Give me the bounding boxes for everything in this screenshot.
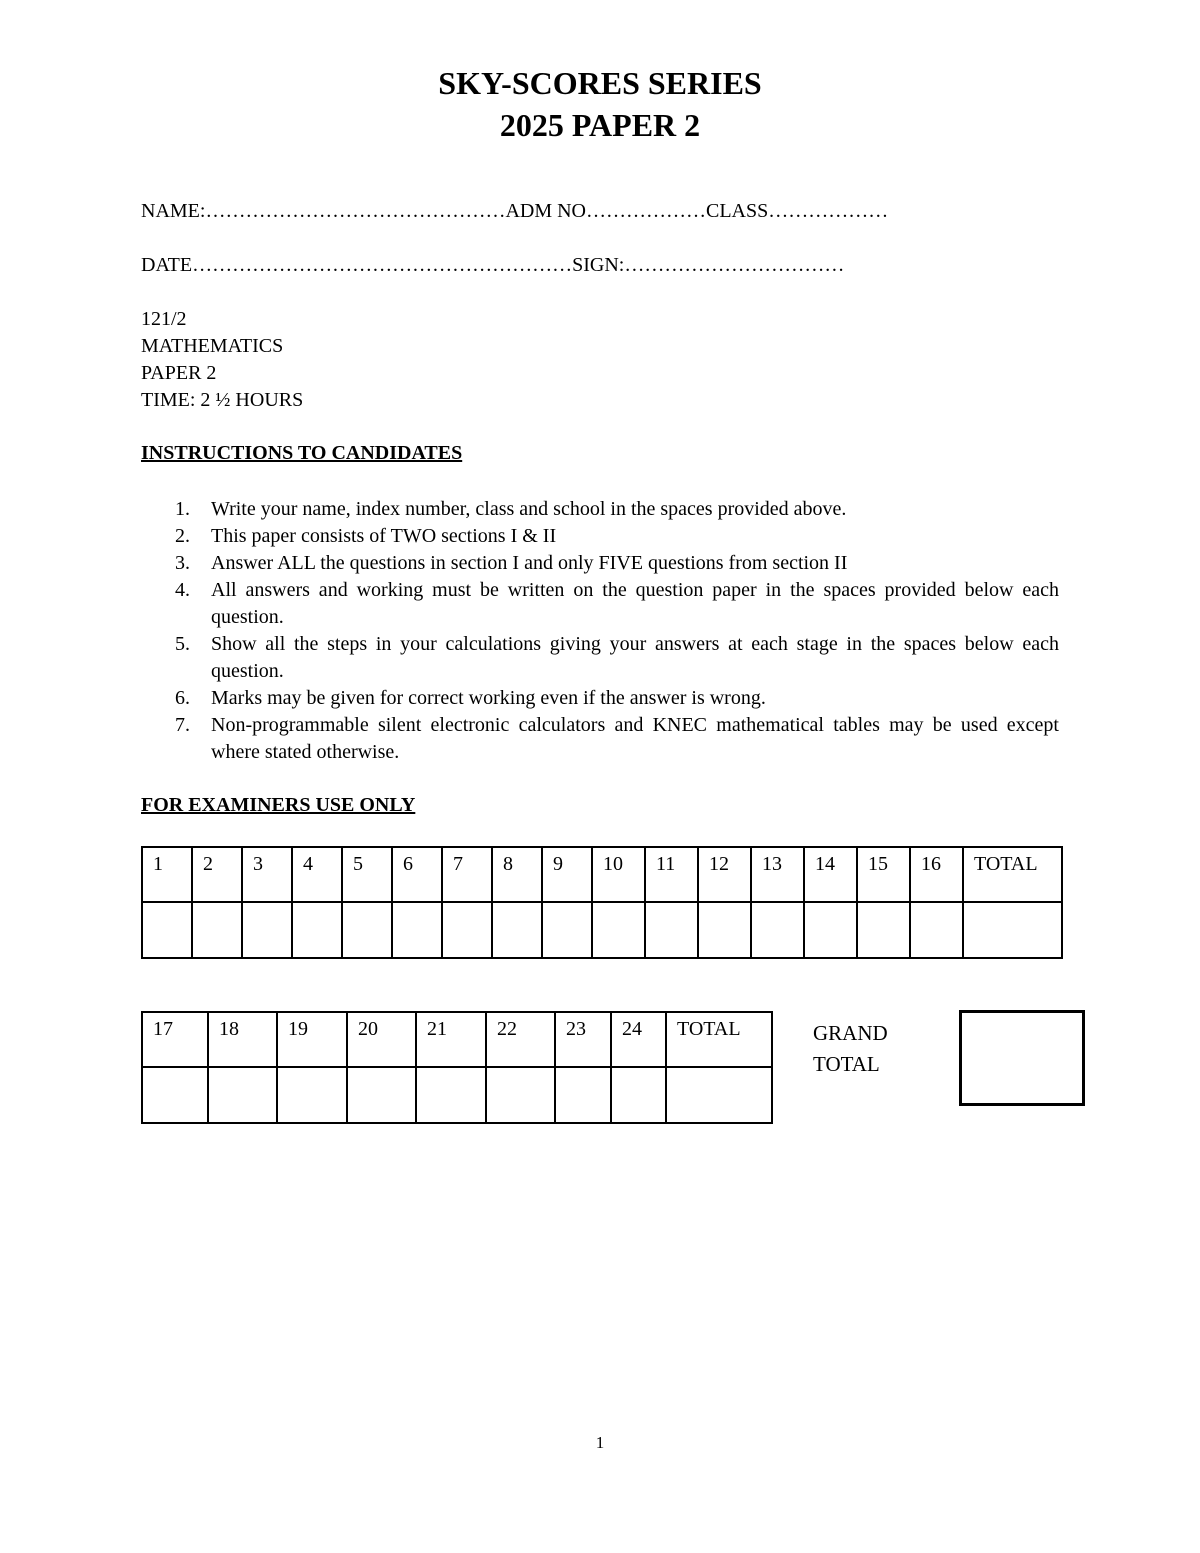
paper-number: PAPER 2 <box>141 362 217 384</box>
question-header: 16 <box>910 847 963 902</box>
question-header: 14 <box>804 847 857 902</box>
mark-cell[interactable] <box>142 1067 208 1123</box>
question-header: 22 <box>486 1012 555 1067</box>
question-header: 13 <box>751 847 804 902</box>
instruction-text: Answer ALL the questions in section I and only FIVE questions from section II <box>211 552 848 574</box>
instruction-number: 2. <box>175 525 190 547</box>
question-header: 21 <box>416 1012 486 1067</box>
mark-cell[interactable] <box>542 902 592 958</box>
question-header: 3 <box>242 847 292 902</box>
total-cell[interactable] <box>963 902 1062 958</box>
mark-cell[interactable] <box>416 1067 486 1123</box>
grand-total-box[interactable] <box>959 1010 1085 1106</box>
instruction-number: 1. <box>175 498 190 520</box>
question-header: 6 <box>392 847 442 902</box>
mark-cell[interactable] <box>698 902 751 958</box>
mark-cell[interactable] <box>347 1067 416 1123</box>
paper-code: 121/2 <box>141 308 187 330</box>
mark-cell[interactable] <box>592 902 645 958</box>
instructions-heading: INSTRUCTIONS TO CANDIDATES <box>141 442 463 464</box>
name-adm-class-field[interactable]: NAME:………………………………………ADM NO………………CLASS……………… <box>141 200 889 222</box>
page-number: 1 <box>595 1433 605 1452</box>
mark-cell[interactable] <box>192 902 242 958</box>
marks-header-row <box>142 1012 772 1067</box>
instructions-list <box>141 496 1059 766</box>
question-header: 7 <box>442 847 492 902</box>
instruction-item <box>141 685 1059 712</box>
mark-cell[interactable] <box>442 902 492 958</box>
question-header: 17 <box>142 1012 208 1067</box>
marks-entry-row <box>142 902 1062 958</box>
question-header: 1 <box>142 847 192 902</box>
instruction-number: 5. <box>175 633 190 655</box>
instruction-item <box>141 550 1059 577</box>
instruction-text: All answers and working must be written on the question paper in the spaces provided below each question. <box>211 579 1059 628</box>
instruction-item <box>141 496 1059 523</box>
question-header: 24 <box>611 1012 666 1067</box>
marks-entry-row <box>142 1067 772 1123</box>
question-header: 12 <box>698 847 751 902</box>
question-header: 18 <box>208 1012 277 1067</box>
instruction-number: 3. <box>175 552 190 574</box>
grand-total-label <box>813 1018 888 1080</box>
question-header: 19 <box>277 1012 347 1067</box>
mark-cell[interactable] <box>857 902 910 958</box>
question-header: 5 <box>342 847 392 902</box>
instruction-item <box>141 577 1059 631</box>
question-header: 4 <box>292 847 342 902</box>
mark-cell[interactable] <box>208 1067 277 1123</box>
instruction-item <box>141 523 1059 550</box>
total-header: TOTAL <box>963 847 1062 902</box>
question-header: 20 <box>347 1012 416 1067</box>
question-header: 8 <box>492 847 542 902</box>
mark-cell[interactable] <box>804 902 857 958</box>
examiners-heading: FOR EXAMINERS USE ONLY <box>141 794 416 816</box>
question-header: 23 <box>555 1012 611 1067</box>
mark-cell[interactable] <box>611 1067 666 1123</box>
question-header: 11 <box>645 847 698 902</box>
date-sign-field[interactable]: DATE…………………………………………………SIGN:…………………………… <box>141 254 845 276</box>
marks-table-section2 <box>141 1011 773 1124</box>
question-header: 10 <box>592 847 645 902</box>
total-header: TOTAL <box>666 1012 772 1067</box>
mark-cell[interactable] <box>751 902 804 958</box>
exam-duration: TIME: 2 ½ HOURS <box>141 389 304 411</box>
mark-cell[interactable] <box>142 902 192 958</box>
mark-cell[interactable] <box>486 1067 555 1123</box>
instruction-number: 4. <box>175 579 190 601</box>
mark-cell[interactable] <box>392 902 442 958</box>
instruction-item <box>141 712 1059 766</box>
mark-cell[interactable] <box>910 902 963 958</box>
instruction-text: Non-programmable silent electronic calculators and KNEC mathematical tables may be used except where stated otherwise. <box>211 714 1059 763</box>
instruction-text: Show all the steps in your calculations giving your answers at each stage in the spaces below each question. <box>211 633 1059 682</box>
mark-cell[interactable] <box>292 902 342 958</box>
mark-cell[interactable] <box>555 1067 611 1123</box>
question-header: 9 <box>542 847 592 902</box>
mark-cell[interactable] <box>492 902 542 958</box>
marks-table-section1 <box>141 846 1063 959</box>
grand-total-label-line2: TOTAL <box>813 1052 880 1076</box>
instruction-item <box>141 631 1059 685</box>
mark-cell[interactable] <box>645 902 698 958</box>
paper-subtitle: 2025 PAPER 2 <box>499 107 701 143</box>
instruction-text: Write your name, index number, class and school in the spaces provided above. <box>211 498 847 520</box>
paper-title: SKY-SCORES SERIES <box>438 65 762 101</box>
grand-total-label-line1: GRAND <box>813 1021 888 1045</box>
subject-name: MATHEMATICS <box>141 335 284 357</box>
mark-cell[interactable] <box>342 902 392 958</box>
instruction-number: 7. <box>175 714 190 736</box>
marks-header-row <box>142 847 1062 902</box>
instruction-text: Marks may be given for correct working even if the answer is wrong. <box>211 687 766 709</box>
mark-cell[interactable] <box>242 902 292 958</box>
total-cell[interactable] <box>666 1067 772 1123</box>
question-header: 15 <box>857 847 910 902</box>
instruction-number: 6. <box>175 687 190 709</box>
instruction-text: This paper consists of TWO sections I & II <box>211 525 557 547</box>
question-header: 2 <box>192 847 242 902</box>
mark-cell[interactable] <box>277 1067 347 1123</box>
